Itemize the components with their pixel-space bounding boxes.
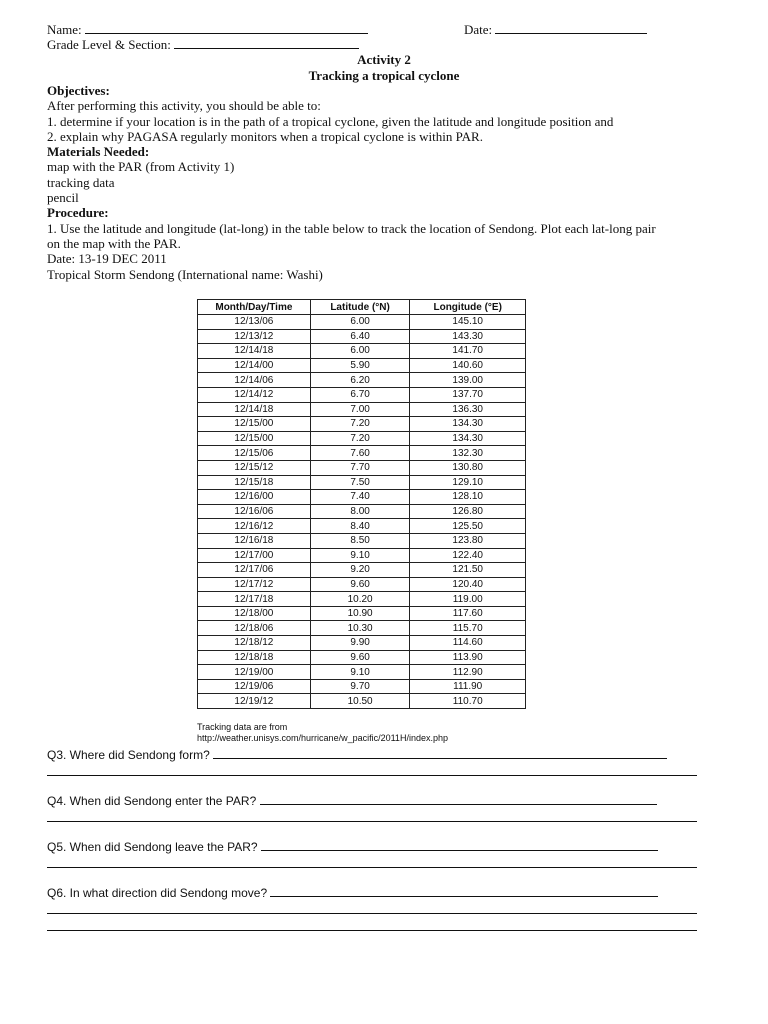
- header-latitude: Latitude (°N): [310, 300, 410, 315]
- cell-time: 12/14/06: [198, 373, 311, 388]
- table-row: [198, 446, 526, 461]
- cell-latitude: 8.40: [310, 519, 410, 534]
- cell-longitude: 139.00: [410, 373, 526, 388]
- cell-latitude: 6.20: [310, 373, 410, 388]
- cell-longitude: 143.30: [410, 329, 526, 344]
- cell-longitude: 115.70: [410, 621, 526, 636]
- cell-time: 12/18/06: [198, 621, 311, 636]
- cell-longitude: 145.10: [410, 315, 526, 330]
- cell-time: 12/13/06: [198, 315, 311, 330]
- cell-longitude: 130.80: [410, 460, 526, 475]
- table-row: [198, 504, 526, 519]
- table-row: [198, 490, 526, 505]
- table-row: [198, 665, 526, 680]
- table-row: [198, 636, 526, 651]
- material-item: map with the PAR (from Activity 1): [47, 159, 235, 175]
- cell-latitude: 6.00: [310, 315, 410, 330]
- cell-latitude: 7.00: [310, 402, 410, 417]
- cell-longitude: 136.30: [410, 402, 526, 417]
- cell-longitude: 132.30: [410, 446, 526, 461]
- cell-longitude: 121.50: [410, 563, 526, 578]
- table-row: [198, 548, 526, 563]
- activity-title: Tracking a tropical cyclone: [308, 68, 460, 83]
- answer-line[interactable]: [47, 913, 697, 914]
- cell-longitude: 122.40: [410, 548, 526, 563]
- procedure-heading: Procedure:: [47, 205, 109, 221]
- materials-heading: Materials Needed:: [47, 144, 150, 160]
- cell-time: 12/17/00: [198, 548, 311, 563]
- answer-blank[interactable]: [270, 885, 658, 897]
- table-row: [198, 329, 526, 344]
- answer-blank[interactable]: [261, 839, 658, 851]
- question-q3: [47, 747, 667, 762]
- date-blank[interactable]: [495, 22, 647, 34]
- table-row: [198, 694, 526, 709]
- cell-latitude: 9.90: [310, 636, 410, 651]
- cell-latitude: 7.70: [310, 460, 410, 475]
- cell-time: 12/15/00: [198, 417, 311, 432]
- table-row: [198, 563, 526, 578]
- cell-time: 12/15/12: [198, 460, 311, 475]
- table-row: [198, 358, 526, 373]
- material-item: pencil: [47, 190, 79, 206]
- storm-name: Tropical Storm Sendong (International name: Washi): [47, 266, 323, 282]
- name-field: [47, 22, 368, 37]
- cell-longitude: 120.40: [410, 577, 526, 592]
- cell-latitude: 5.90: [310, 358, 410, 373]
- cell-latitude: 8.00: [310, 504, 410, 519]
- material-item: tracking data: [47, 174, 115, 190]
- procedure-step-1: 1. Use the latitude and longitude (lat-long) in the table below to track the location of Sendong. Plot each lat-long pair: [47, 220, 656, 236]
- table-row: [198, 606, 526, 621]
- table-row: [198, 592, 526, 607]
- activity-number: Activity 2: [357, 52, 411, 67]
- grade-label: Grade Level & Section:: [47, 37, 171, 52]
- cell-latitude: 7.20: [310, 417, 410, 432]
- answer-line[interactable]: [47, 775, 697, 776]
- cell-longitude: 112.90: [410, 665, 526, 680]
- cell-latitude: 7.40: [310, 490, 410, 505]
- table-row: [198, 679, 526, 694]
- cell-time: 12/19/12: [198, 694, 311, 709]
- question-q5: [47, 839, 658, 854]
- objective-item: 2. explain why PAGASA regularly monitors when a tropical cyclone is within PAR.: [47, 128, 483, 144]
- table-header-row: [198, 300, 526, 315]
- cell-time: 12/16/06: [198, 504, 311, 519]
- cell-latitude: 7.60: [310, 446, 410, 461]
- question-q4: [47, 793, 657, 808]
- question-text: Q4. When did Sendong enter the PAR?: [47, 794, 257, 808]
- source-url: http://weather.unisys.com/hurricane/w_pacific/2011H/index.php: [197, 733, 448, 743]
- cell-latitude: 9.10: [310, 548, 410, 563]
- cell-time: 12/14/12: [198, 387, 311, 402]
- cell-time: 12/18/18: [198, 650, 311, 665]
- tracking-table: [197, 299, 526, 709]
- cell-latitude: 7.20: [310, 431, 410, 446]
- tracking-source: [197, 722, 448, 744]
- cell-time: 12/17/12: [198, 577, 311, 592]
- cell-time: 12/16/00: [198, 490, 311, 505]
- cell-longitude: 125.50: [410, 519, 526, 534]
- cell-time: 12/19/00: [198, 665, 311, 680]
- answer-blank[interactable]: [260, 793, 657, 805]
- cell-latitude: 7.50: [310, 475, 410, 490]
- cell-latitude: 9.70: [310, 679, 410, 694]
- cell-latitude: 10.50: [310, 694, 410, 709]
- cell-longitude: 141.70: [410, 344, 526, 359]
- cell-longitude: 140.60: [410, 358, 526, 373]
- objectives-heading: Objectives:: [47, 83, 110, 98]
- cell-time: 12/16/12: [198, 519, 311, 534]
- cell-time: 12/13/12: [198, 329, 311, 344]
- source-line: Tracking data are from: [197, 722, 288, 732]
- cell-time: 12/14/18: [198, 402, 311, 417]
- cell-latitude: 6.00: [310, 344, 410, 359]
- table-row: [198, 460, 526, 475]
- table-row: [198, 417, 526, 432]
- question-text: Q6. In what direction did Sendong move?: [47, 886, 268, 900]
- cell-latitude: 9.10: [310, 665, 410, 680]
- objectives-intro: After performing this activity, you should be able to:: [47, 98, 321, 114]
- grade-blank[interactable]: [174, 37, 359, 49]
- date-field: [464, 22, 647, 37]
- cell-time: 12/15/18: [198, 475, 311, 490]
- procedure-step-1-cont: on the map with the PAR.: [47, 235, 181, 251]
- storm-date: Date: 13-19 DEC 2011: [47, 251, 167, 267]
- cell-longitude: 126.80: [410, 504, 526, 519]
- cell-longitude: 114.60: [410, 636, 526, 651]
- cell-latitude: 8.50: [310, 533, 410, 548]
- table-row: [198, 387, 526, 402]
- cell-time: 12/16/18: [198, 533, 311, 548]
- objective-item: 1. determine if your location is in the path of a tropical cyclone, given the latitude and longitude position and: [47, 113, 614, 129]
- table-row: [198, 650, 526, 665]
- cell-latitude: 10.30: [310, 621, 410, 636]
- table-row: [198, 533, 526, 548]
- cell-latitude: 9.60: [310, 650, 410, 665]
- cell-longitude: 129.10: [410, 475, 526, 490]
- table-row: [198, 315, 526, 330]
- document-body: [47, 83, 727, 282]
- name-label: Name:: [47, 22, 82, 37]
- date-label: Date:: [464, 22, 493, 37]
- table-row: [198, 402, 526, 417]
- name-blank[interactable]: [85, 22, 368, 34]
- cell-latitude: 10.90: [310, 606, 410, 621]
- question-q6: [47, 885, 658, 900]
- cell-time: 12/15/00: [198, 431, 311, 446]
- cell-longitude: 111.90: [410, 679, 526, 694]
- header-longitude: Longitude (°E): [410, 300, 526, 315]
- grade-field: [47, 37, 359, 52]
- table-row: [198, 475, 526, 490]
- cell-latitude: 6.70: [310, 387, 410, 402]
- table-row: [198, 519, 526, 534]
- cell-latitude: 9.60: [310, 577, 410, 592]
- header-time: Month/Day/Time: [198, 300, 311, 315]
- cell-time: 12/18/00: [198, 606, 311, 621]
- cell-time: 12/14/00: [198, 358, 311, 373]
- cell-latitude: 6.40: [310, 329, 410, 344]
- cell-longitude: 134.30: [410, 417, 526, 432]
- cell-time: 12/17/06: [198, 563, 311, 578]
- cell-longitude: 137.70: [410, 387, 526, 402]
- answer-blank[interactable]: [213, 747, 667, 759]
- cell-latitude: 10.20: [310, 592, 410, 607]
- cell-time: 12/19/06: [198, 679, 311, 694]
- answer-line[interactable]: [47, 821, 697, 822]
- table-row: [198, 577, 526, 592]
- table-row: [198, 344, 526, 359]
- question-text: Q5. When did Sendong leave the PAR?: [47, 840, 258, 854]
- cell-longitude: 110.70: [410, 694, 526, 709]
- cell-longitude: 119.00: [410, 592, 526, 607]
- cell-time: 12/15/06: [198, 446, 311, 461]
- cell-longitude: 117.60: [410, 606, 526, 621]
- cell-longitude: 113.90: [410, 650, 526, 665]
- table-row: [198, 431, 526, 446]
- cell-longitude: 128.10: [410, 490, 526, 505]
- cell-time: 12/17/18: [198, 592, 311, 607]
- answer-line[interactable]: [47, 930, 697, 931]
- cell-time: 12/14/18: [198, 344, 311, 359]
- cell-longitude: 123.80: [410, 533, 526, 548]
- table-row: [198, 621, 526, 636]
- cell-latitude: 9.20: [310, 563, 410, 578]
- cell-time: 12/18/12: [198, 636, 311, 651]
- question-text: Q3. Where did Sendong form?: [47, 748, 210, 762]
- cell-longitude: 134.30: [410, 431, 526, 446]
- answer-line[interactable]: [47, 867, 697, 868]
- table-row: [198, 373, 526, 388]
